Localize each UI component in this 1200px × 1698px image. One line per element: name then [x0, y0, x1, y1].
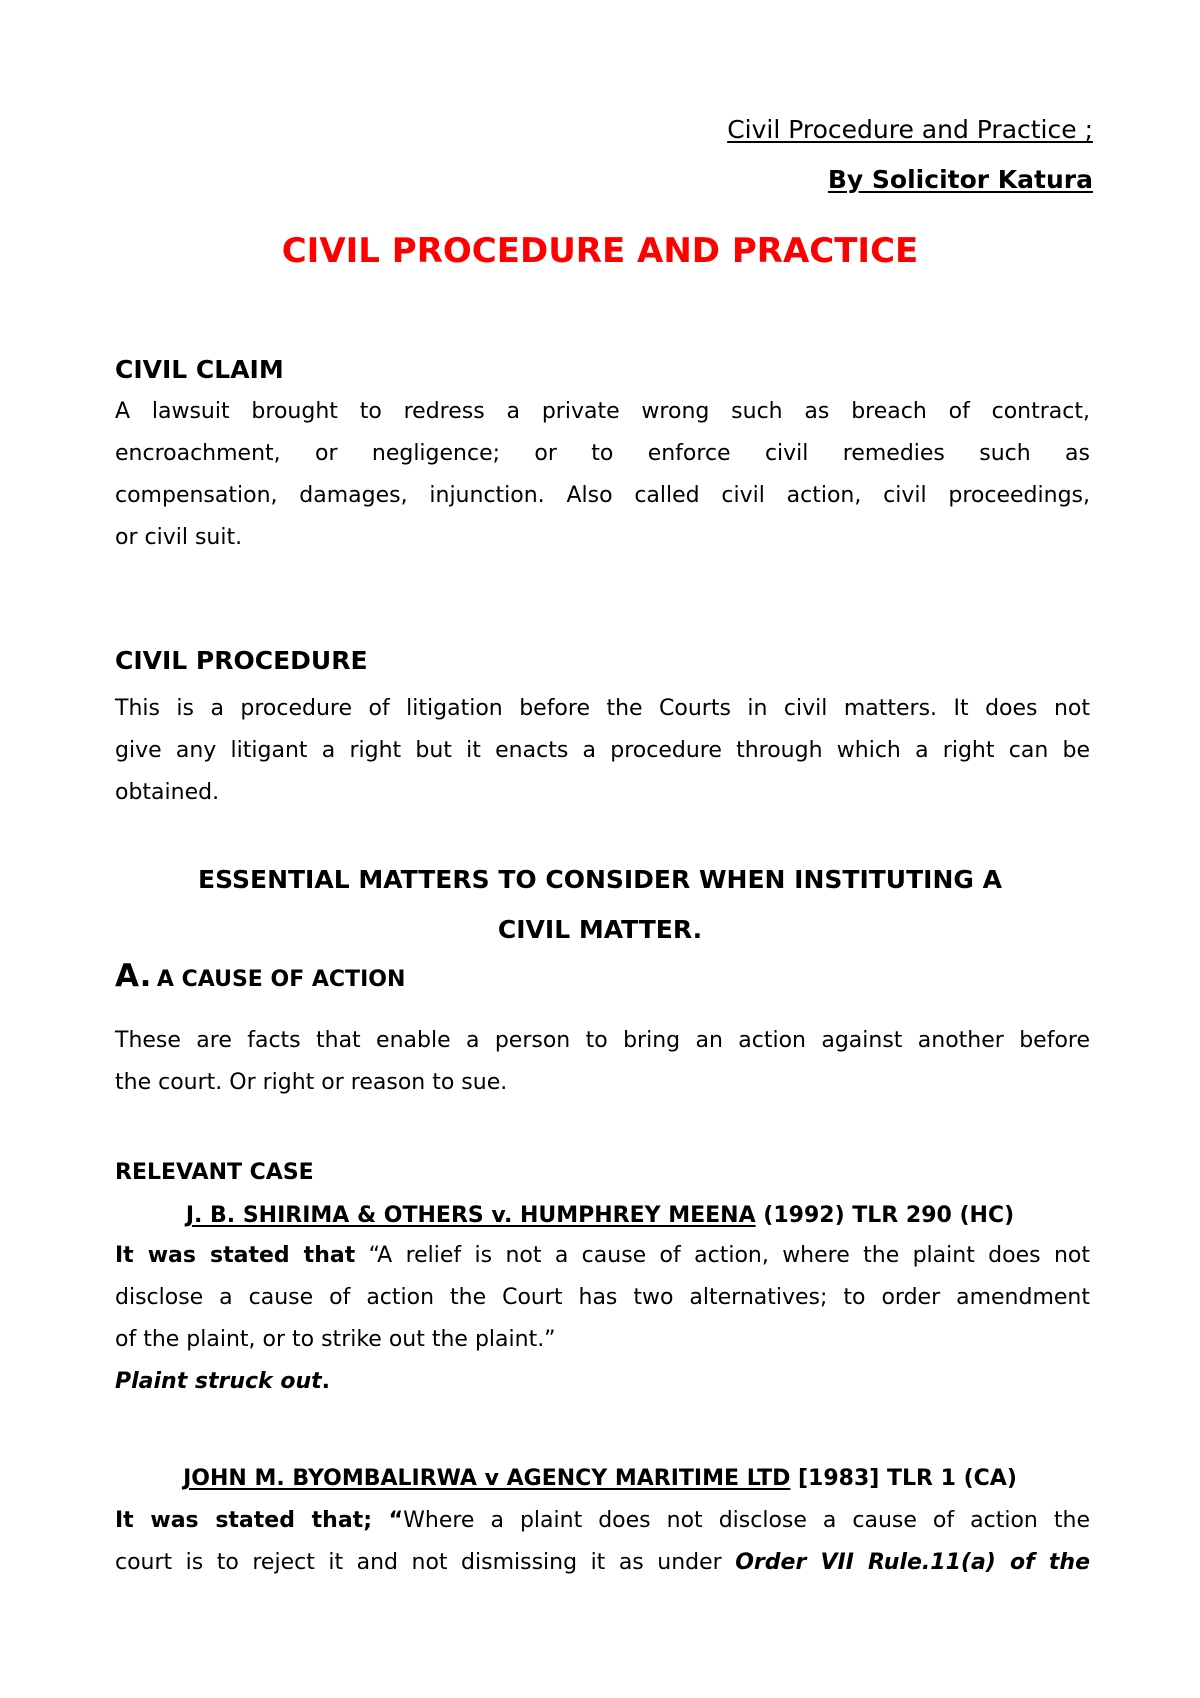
paragraph-line: disclose a cause of action the Court has two alternatives; to order amendment [115, 1285, 1090, 1310]
heading-line: CIVIL MATTER. [497, 915, 703, 944]
case-byombalirwa-paragraph [115, 1500, 1090, 1584]
document-header-author: By Solicitor Katura [827, 165, 1093, 194]
paragraph-line: or civil suit. [115, 525, 243, 550]
case-shirima-paragraph [115, 1235, 1090, 1403]
case-reference: (1992) TLR 290 (HC) [755, 1203, 1015, 1228]
stated-lead: It was stated that [115, 1243, 356, 1268]
case-citation-byombalirwa [0, 1466, 1200, 1491]
civil-procedure-heading: CIVIL PROCEDURE [115, 646, 368, 675]
paragraph-line: These are facts that enable a person to bring an action against another before [115, 1028, 1090, 1053]
case-name: J. B. SHIRIMA & OTHERS v. HUMPHREY MEENA [185, 1203, 756, 1228]
section-letter: A. [115, 958, 152, 994]
case-citation-shirima [0, 1203, 1200, 1228]
paragraph-line: of the plaint, or to strike out the plaint.” [115, 1327, 556, 1352]
paragraph-line: A lawsuit brought to redress a private wrong such as breach of contract, [115, 399, 1090, 424]
heading-line: ESSENTIAL MATTERS TO CONSIDER WHEN INSTITUTING A [198, 865, 1002, 894]
paragraph-line: compensation, damages, injunction. Also called civil action, civil proceedings, [115, 483, 1090, 508]
case-outcome-end: . [321, 1369, 330, 1394]
paragraph-line: the court. Or right or reason to sue. [115, 1070, 508, 1095]
quote-text: “A relief is not a cause of action, where the plaint does not [355, 1243, 1090, 1268]
essential-matters-heading [0, 855, 1200, 955]
civil-claim-heading: CIVIL CLAIM [115, 355, 284, 384]
paragraph-line: give any litigant a right but it enacts a procedure through which a right can be [115, 738, 1090, 763]
paragraph-line: encroachment, or negligence; or to enforce civil remedies such as [115, 441, 1090, 466]
paragraph-line [115, 1542, 1090, 1584]
quote-text: court is to reject it and not dismissing it as under [115, 1550, 736, 1575]
document-header-title: Civil Procedure and Practice ; [727, 115, 1093, 144]
case-reference: [1983] TLR 1 (CA) [790, 1466, 1017, 1491]
section-title: A CAUSE OF ACTION [156, 967, 406, 992]
relevant-case-heading: RELEVANT CASE [115, 1160, 314, 1185]
section-a-heading [115, 958, 405, 994]
civil-procedure-paragraph [115, 688, 1090, 814]
civil-claim-paragraph [115, 391, 1090, 559]
paragraph-line [115, 1361, 1090, 1403]
cause-of-action-paragraph [115, 1020, 1090, 1104]
paragraph-line [115, 1235, 1090, 1277]
statute-reference: Order VII Rule.11(a) of the [735, 1550, 1090, 1575]
main-title: CIVIL PROCEDURE AND PRACTICE [281, 231, 919, 271]
paragraph-line: obtained. [115, 780, 220, 805]
paragraph-line [115, 1500, 1090, 1542]
stated-lead: It was stated that; “ [115, 1508, 404, 1533]
case-outcome: Plaint struck out [115, 1369, 322, 1394]
quote-text: Where a plaint does not disclose a cause of action the [403, 1508, 1090, 1533]
paragraph-line: This is a procedure of litigation before the Courts in civil matters. It does not [115, 696, 1090, 721]
case-name: JOHN M. BYOMBALIRWA v AGENCY MARITIME LTD [183, 1466, 791, 1491]
